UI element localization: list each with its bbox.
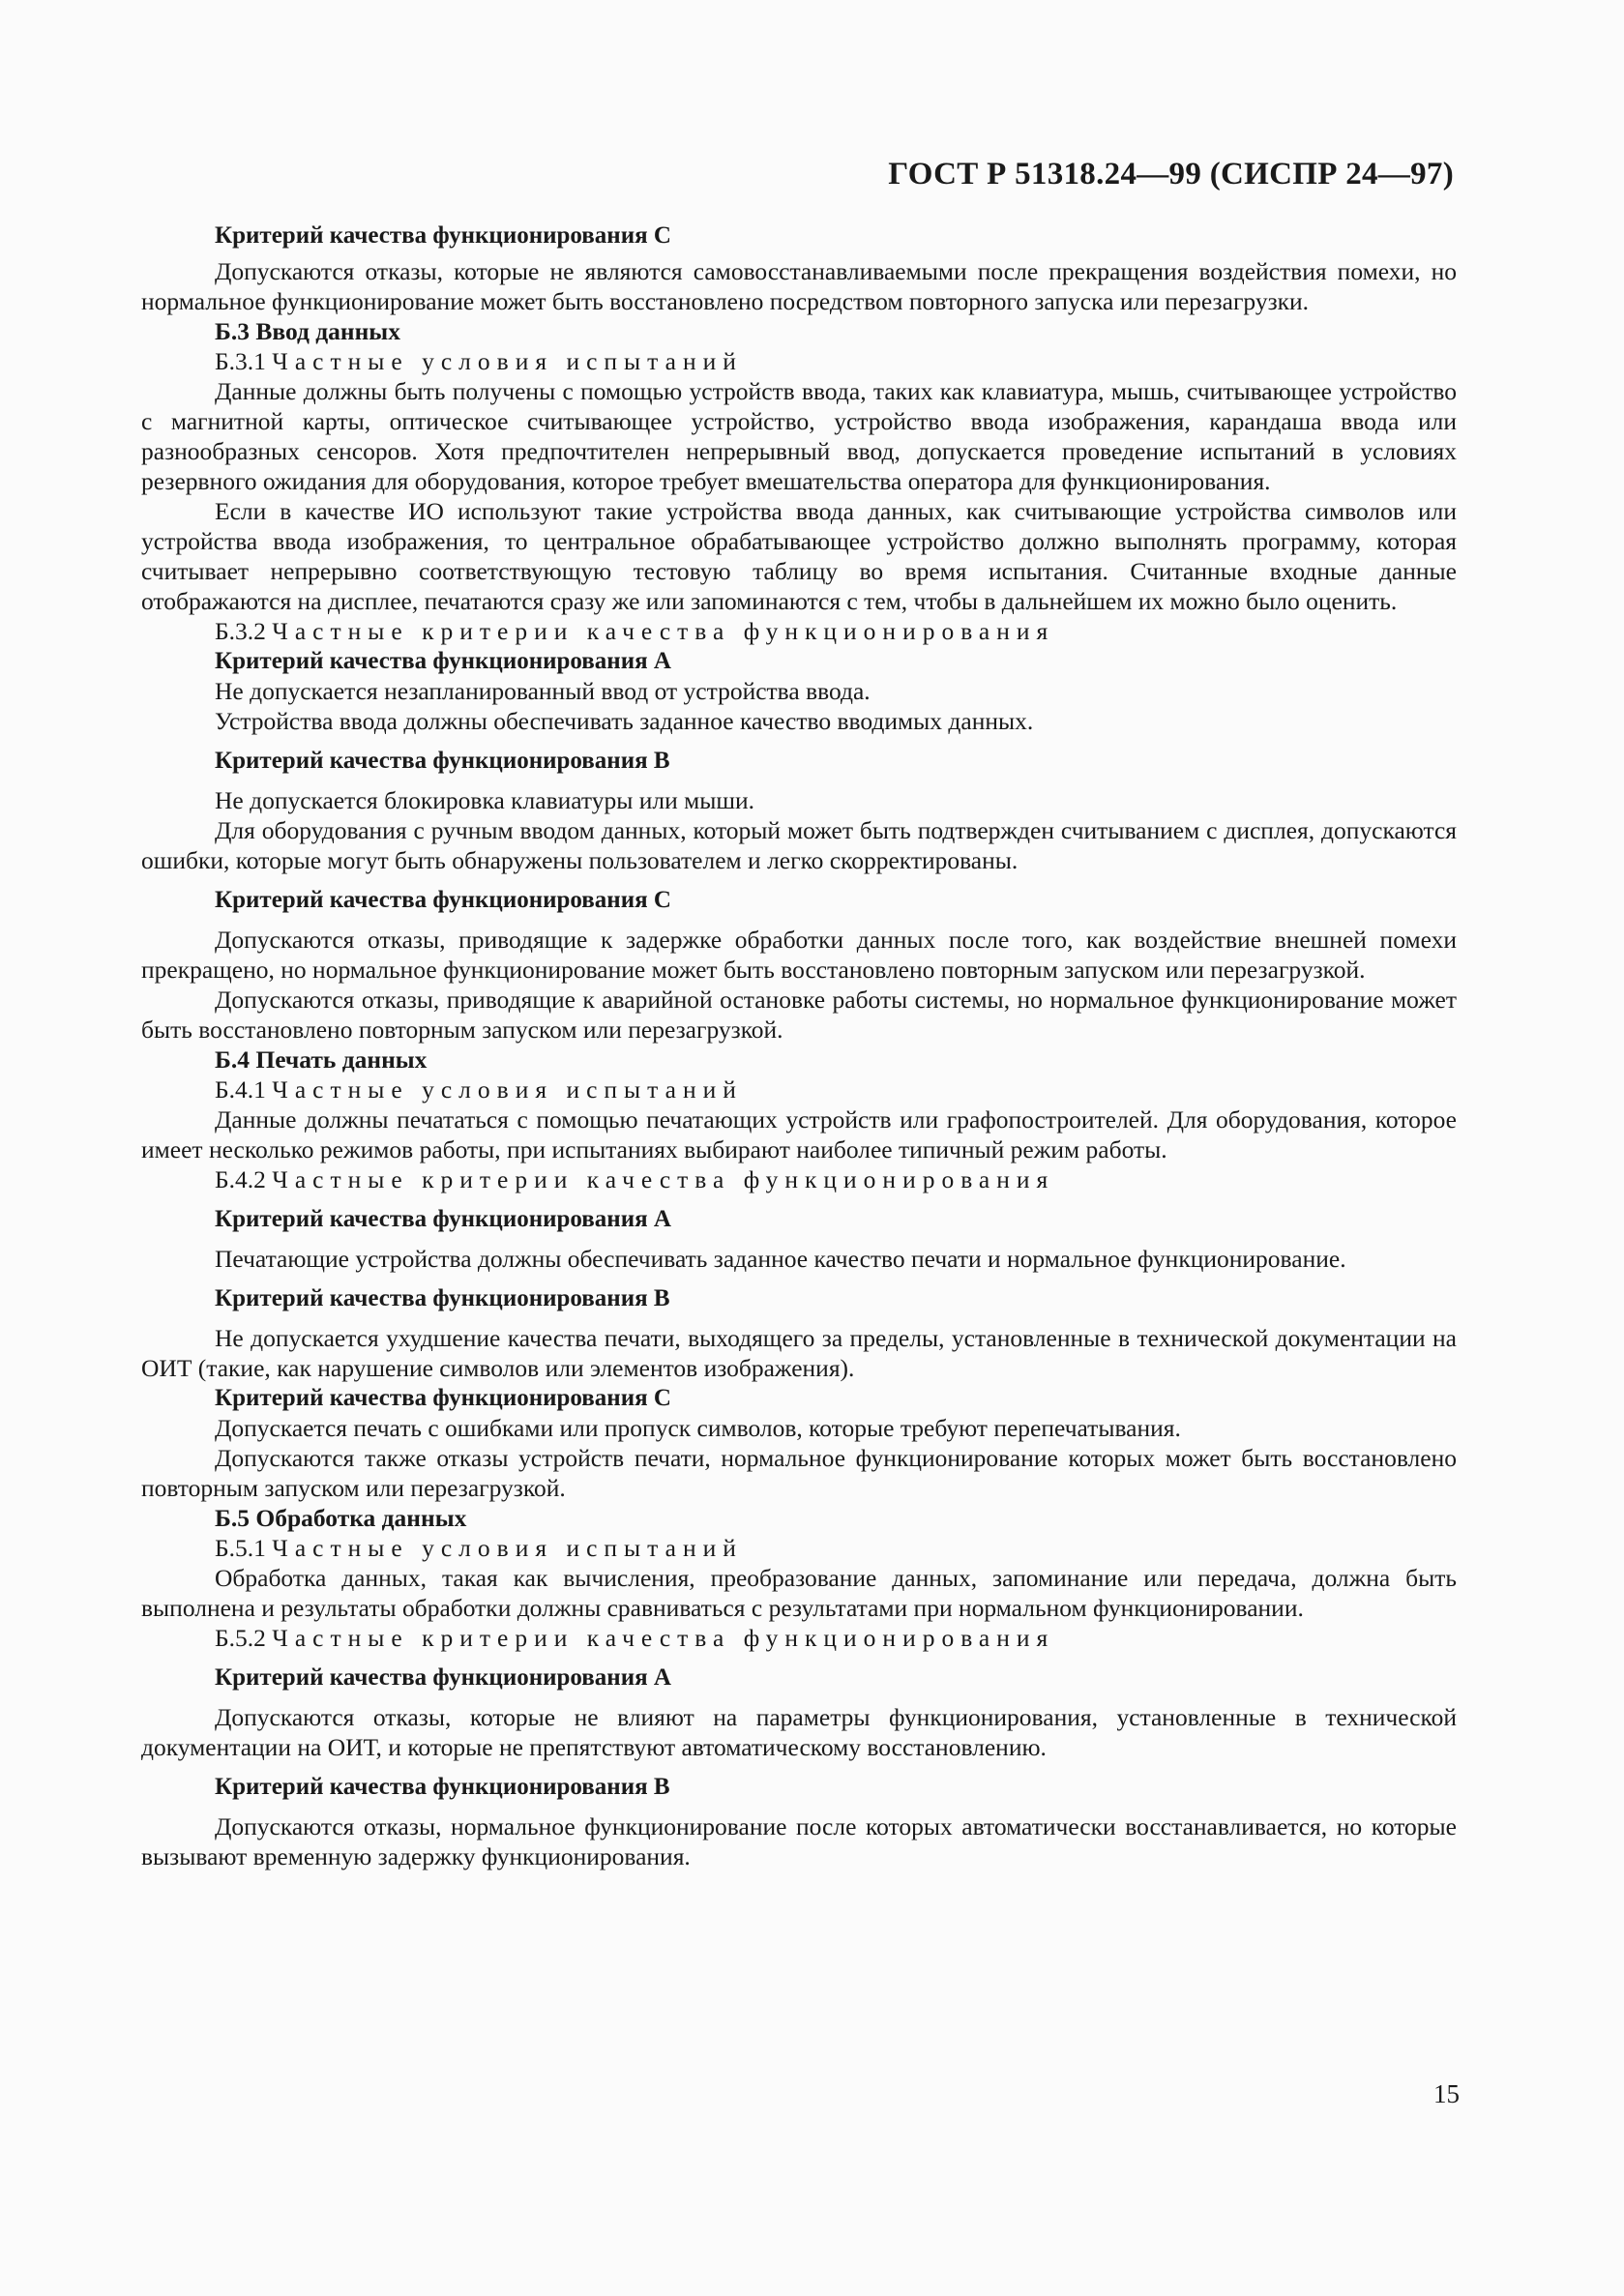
subsection-number: Б.4.2 <box>215 1165 266 1193</box>
criterion-heading: Критерий качества функционирования В <box>215 1285 670 1311</box>
subsection-number: Б.3.2 <box>215 617 266 645</box>
subsection-b5-1 <box>141 1533 1457 1563</box>
criterion-heading: Критерий качества функционирования В <box>215 748 670 774</box>
criterion-heading: Критерий качества функционирования С <box>215 1385 671 1411</box>
paragraph: Печатающие устройства должны обеспечивать заданное качество печати и нормальное функционирование. <box>215 1245 1346 1273</box>
subsection-b4-1 <box>141 1074 1457 1104</box>
subsection-number: Б.5.1 <box>215 1534 266 1562</box>
paragraph: Для оборудования с ручным вводом данных, который может быть подтвержден считыванием с дисплея, допускаются ошибки, которые могут быть обнаружены пользователем и легко скорректированы. <box>141 816 1457 874</box>
paragraph: Допускаются отказы, приводящие к аварийной остановке работы системы, но нормальное функционирование может быть восстановлено повторным запуском или перезагрузкой. <box>141 986 1457 1044</box>
paragraph: Допускаются отказы, которые не являются самовосстанавливаемыми после прекращения воздействия помехи, но нормальное функционирование может быть восстановлено посредством повторного запуска или перезагрузки. <box>141 257 1457 315</box>
document-body <box>141 221 1457 1871</box>
subsection-title: Частные условия испытаний <box>272 1075 743 1104</box>
paragraph: Обработка данных, такая как вычисления, преобразование данных, запоминание или передача, должна быть выполнена и результаты обработки должны сравниваться с результатами при нормальном функционировании. <box>141 1564 1457 1622</box>
subsection-number: Б.5.2 <box>215 1624 266 1652</box>
criterion-heading: Критерий качества функционирования А <box>215 1206 671 1232</box>
criterion-heading: Критерий качества функционирования А <box>215 1664 671 1691</box>
subsection-b5-2 <box>141 1623 1457 1653</box>
section-heading-b4: Б.4 Печать данных <box>215 1045 428 1074</box>
paragraph: Если в качестве ИО используют такие устройства ввода данных, как считывающие устройства символов или устройства ввода изображения, то центральное обрабатывающее устройство должно выполнять программу, которая считывает непрерывно соответствующую тестовую таблицу во время испытания. Считанные входные данные отображаются на дисплее, печатаются сразу же или запоминаются с тем, чтобы в дальнейшем их можно было оценить. <box>141 497 1457 615</box>
paragraph: Допускаются отказы, нормальное функционирование после которых автоматически восстанавливается, но которые вызывают временную задержку функционирования. <box>141 1812 1457 1870</box>
paragraph: Не допускается ухудшение качества печати, выходящего за пределы, установленные в технической документации на ОИТ (такие, как нарушение символов или элементов изображения). <box>141 1324 1457 1382</box>
subsection-b4-2 <box>141 1164 1457 1194</box>
paragraph: Не допускается незапланированный ввод от устройства ввода. <box>215 677 871 705</box>
subsection-title: Частные критерии качества функционирования <box>272 1165 1055 1193</box>
paragraph: Данные должны печататься с помощью печатающих устройств или графопостроителей. Для оборудования, которое имеет несколько режимов работы, при испытаниях выбирают наиболее типичный режим работы. <box>141 1105 1457 1163</box>
criterion-heading: Критерий качества функционирования С <box>215 222 671 249</box>
criterion-heading: Критерий качества функционирования В <box>215 1774 670 1800</box>
paragraph: Данные должны быть получены с помощью устройств ввода, таких как клавиатура, мышь, считывающее устройство с магнитной карты, оптическое считывающее устройство, устройство ввода изображения, карандаша ввода или разнообразных сенсоров. Хотя предпочтителен непрерывный ввод, допускается проведение испытаний в условиях резервного ожидания для оборудования, которое требует вмешательства оператора для функционирования. <box>141 377 1457 495</box>
subsection-title: Частные критерии качества функционирования <box>272 617 1055 645</box>
page-number: 15 <box>1433 2079 1460 2108</box>
criterion-heading: Критерий качества функционирования С <box>215 887 671 913</box>
paragraph: Не допускается блокировка клавиатуры или мыши. <box>215 786 755 814</box>
paragraph: Допускается печать с ошибками или пропуск символов, которые требуют перепечатывания. <box>215 1414 1181 1442</box>
paragraph: Допускаются также отказы устройств печати, нормальное функционирование которых может быть восстановлено повторным запуском или перезагрузкой. <box>141 1444 1457 1502</box>
section-heading-b3: Б.3 Ввод данных <box>215 317 400 345</box>
subsection-title: Частные условия испытаний <box>272 347 743 375</box>
section-heading-b5: Б.5 Обработка данных <box>215 1504 467 1532</box>
subsection-title: Частные условия испытаний <box>272 1534 743 1562</box>
document-header: ГОСТ Р 51318.24—99 (СИСПР 24—97) <box>888 157 1454 191</box>
criterion-heading: Критерий качества функционирования А <box>215 648 671 674</box>
subsection-number: Б.4.1 <box>215 1075 266 1104</box>
paragraph: Допускаются отказы, которые не влияют на параметры функционирования, установленные в технической документации на ОИТ, и которые не препятствуют автоматическому восстановлению. <box>141 1703 1457 1761</box>
subsection-b3-2 <box>141 616 1457 646</box>
paragraph: Устройства ввода должны обеспечивать заданное качество вводимых данных. <box>215 707 1034 735</box>
paragraph: Допускаются отказы, приводящие к задержке обработки данных после того, как воздействие внешней помехи прекращено, но нормальное функционирование может быть восстановлено повторным запуском или перезагрузкой. <box>141 926 1457 984</box>
subsection-b3-1 <box>141 346 1457 376</box>
subsection-title: Частные критерии качества функционирования <box>272 1624 1055 1652</box>
subsection-number: Б.3.1 <box>215 347 266 375</box>
